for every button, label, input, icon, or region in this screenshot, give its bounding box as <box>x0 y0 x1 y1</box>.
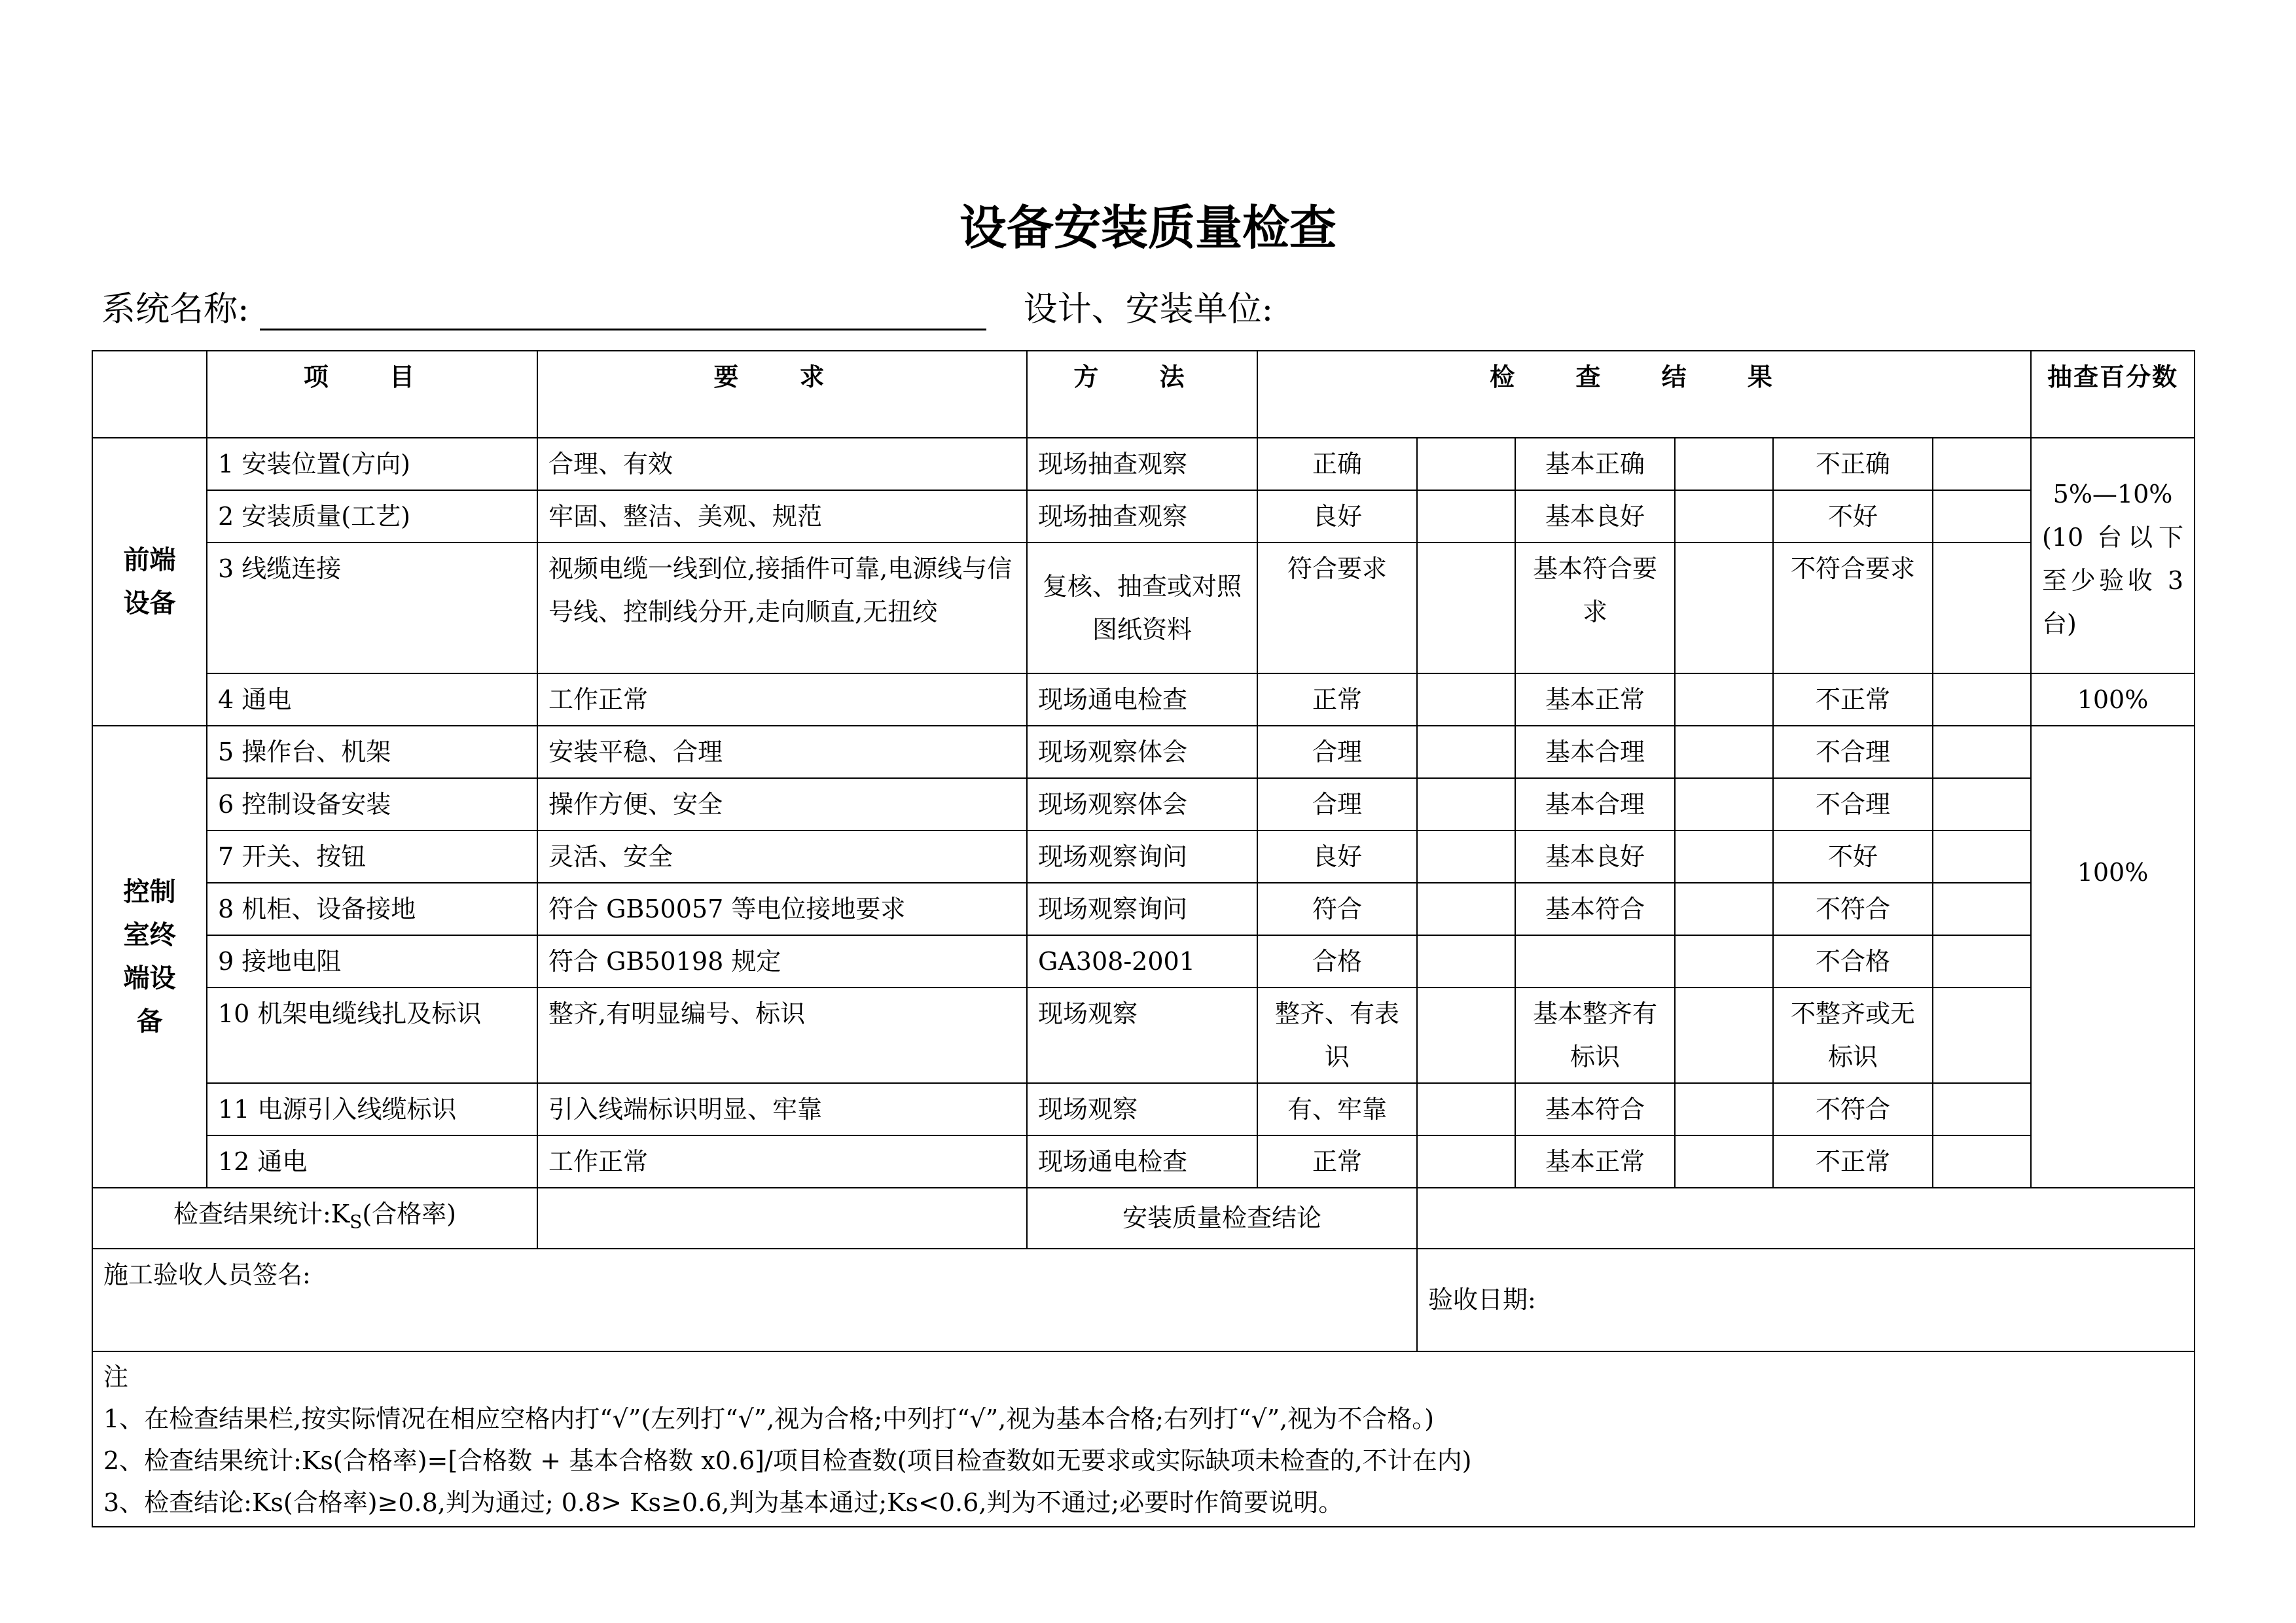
note-3: 3、检查结论:Ks(合格率)≥0.8,判为通过; 0.8> Ks≥0.6,判为基本通过;Ks<0.6,判为不通过;必要时作简要说明。 <box>103 1488 1344 1517</box>
table-row <box>92 438 2195 490</box>
result-pass-label: 合理 <box>1257 778 1417 830</box>
group-control-room: 控制室终端设备 <box>92 726 207 1188</box>
result-fail-check[interactable] <box>1933 1083 2031 1135</box>
result-pass-check[interactable] <box>1417 1135 1515 1188</box>
requirement-cell: 工作正常 <box>537 1135 1027 1188</box>
result-basic-label: 基本合理 <box>1515 726 1675 778</box>
requirement-cell: 工作正常 <box>537 673 1027 726</box>
date-cell[interactable] <box>1417 1249 2195 1351</box>
result-pass-label: 符合 <box>1257 883 1417 935</box>
result-pass-check[interactable] <box>1417 438 1515 490</box>
item-cell: 5 操作台、机架 <box>207 726 537 778</box>
table-row <box>92 543 2195 673</box>
inspection-table <box>92 350 2195 1527</box>
table-row <box>92 1083 2195 1135</box>
summary-row <box>92 1188 2195 1249</box>
result-basic-check[interactable] <box>1675 883 1773 935</box>
sampling-control: 100% <box>2031 726 2195 1188</box>
method-cell: 复核、抽查或对照图纸资料 <box>1027 543 1257 673</box>
result-basic-label: 基本良好 <box>1515 490 1675 543</box>
result-pass-label: 正确 <box>1257 438 1417 490</box>
result-fail-check[interactable] <box>1933 883 2031 935</box>
result-pass-label: 有、牢靠 <box>1257 1083 1417 1135</box>
header-sampling: 抽查百分数 <box>2031 351 2195 438</box>
conclusion-label: 安装质量检查结论 <box>1027 1188 1417 1249</box>
result-basic-label: 基本符合 <box>1515 1083 1675 1135</box>
table-row <box>92 673 2195 726</box>
method-cell: 现场观察体会 <box>1027 778 1257 830</box>
method-cell: 现场观察询问 <box>1027 883 1257 935</box>
result-pass-check[interactable] <box>1417 543 1515 673</box>
result-pass-label: 合理 <box>1257 726 1417 778</box>
result-pass-label: 正常 <box>1257 1135 1417 1188</box>
result-pass-label: 良好 <box>1257 830 1417 883</box>
system-name-field[interactable] <box>260 294 986 330</box>
result-pass-check[interactable] <box>1417 726 1515 778</box>
result-basic-label: 基本正常 <box>1515 673 1675 726</box>
method-cell: 现场抽查观察 <box>1027 438 1257 490</box>
item-cell: 6 控制设备安装 <box>207 778 537 830</box>
result-fail-label: 不好 <box>1773 490 1933 543</box>
note-2: 2、检查结果统计:Ks(合格率)=[合格数 + 基本合格数 x0.6]/项目检查数(项目检查数如无要求或实际缺项未检查的,不计在内) <box>103 1446 1472 1475</box>
method-cell: 现场通电检查 <box>1027 673 1257 726</box>
result-pass-label: 正常 <box>1257 673 1417 726</box>
requirement-cell: 引入线端标识明显、牢靠 <box>537 1083 1027 1135</box>
result-basic-check[interactable] <box>1675 438 1773 490</box>
result-pass-check[interactable] <box>1417 988 1515 1083</box>
result-fail-check[interactable] <box>1933 726 2031 778</box>
notes-row <box>92 1351 2195 1527</box>
result-basic-check[interactable] <box>1675 988 1773 1083</box>
result-basic-check[interactable] <box>1675 1135 1773 1188</box>
method-cell: 现场抽查观察 <box>1027 490 1257 543</box>
signature-label: 施工验收人员签名: <box>103 1260 311 1289</box>
item-cell: 8 机柜、设备接地 <box>207 883 537 935</box>
result-fail-check[interactable] <box>1933 830 2031 883</box>
result-fail-label: 不正常 <box>1773 1135 1933 1188</box>
system-name-label: 系统名称: <box>101 290 249 329</box>
signature-cell[interactable] <box>92 1249 1417 1351</box>
result-pass-label: 良好 <box>1257 490 1417 543</box>
table-row <box>92 490 2195 543</box>
result-fail-label: 不好 <box>1773 830 1933 883</box>
result-basic-label: 基本良好 <box>1515 830 1675 883</box>
unit-label: 设计、安装单位: <box>1023 290 1274 329</box>
header-requirement: 要 求 <box>537 351 1027 438</box>
result-fail-check[interactable] <box>1933 1135 2031 1188</box>
document-title: 设备安装质量检查 <box>959 200 1336 255</box>
method-cell: 现场通电检查 <box>1027 1135 1257 1188</box>
method-cell: 现场观察询问 <box>1027 830 1257 883</box>
result-fail-label: 不合理 <box>1773 778 1933 830</box>
header-info <box>101 281 1273 330</box>
requirement-cell: 符合 GB50057 等电位接地要求 <box>537 883 1027 935</box>
table-row <box>92 778 2195 830</box>
requirement-cell: 牢固、整洁、美观、规范 <box>537 490 1027 543</box>
result-fail-check[interactable] <box>1933 778 2031 830</box>
result-pass-check[interactable] <box>1417 490 1515 543</box>
table-row <box>92 1135 2195 1188</box>
result-fail-check[interactable] <box>1933 988 2031 1083</box>
stat-label-cell: 检查结果统计$:K_S$(合格率) <box>92 1188 537 1249</box>
item-cell: 7 开关、按钮 <box>207 830 537 883</box>
notes-heading: 注 <box>103 1362 129 1391</box>
table-row <box>92 830 2195 883</box>
sampling-front <box>2031 438 2195 673</box>
result-pass-check[interactable] <box>1417 830 1515 883</box>
item-cell: 10 机架电缆线扎及标识 <box>207 988 537 1083</box>
result-basic-label: 基本正确 <box>1515 438 1675 490</box>
result-fail-check[interactable] <box>1933 673 2031 726</box>
result-basic-check[interactable] <box>1675 1083 1773 1135</box>
group-front-end: 前端设备 <box>92 438 207 726</box>
result-pass-label: 合格 <box>1257 935 1417 988</box>
result-pass-check[interactable] <box>1417 673 1515 726</box>
stat-value-field[interactable] <box>537 1188 1027 1249</box>
requirement-cell: 符合 GB50198 规定 <box>537 935 1027 988</box>
result-basic-label: 基本整齐有标识 <box>1515 988 1675 1083</box>
table-row <box>92 883 2195 935</box>
signature-row <box>92 1249 2195 1351</box>
result-fail-label: 不符合 <box>1773 1083 1933 1135</box>
header-result: 检 查 结 果 <box>1257 351 2031 438</box>
result-pass-label: 符合要求 <box>1257 543 1417 673</box>
item-cell: 11 电源引入线缆标识 <box>207 1083 537 1135</box>
requirement-cell: 操作方便、安全 <box>537 778 1027 830</box>
result-fail-label: 不整齐或无标识 <box>1773 988 1933 1083</box>
requirement-cell: 灵活、安全 <box>537 830 1027 883</box>
requirement-cell: 合理、有效 <box>537 438 1027 490</box>
table-row <box>92 935 2195 988</box>
note-1: 1、在检查结果栏,按实际情况在相应空格内打“√”(左列打“√”,视为合格;中列打“√”,视为基本合格;右列打“√”,视为不合格。) <box>103 1404 1435 1433</box>
item-cell: 9 接地电阻 <box>207 935 537 988</box>
table-row <box>92 988 2195 1083</box>
result-basic-label: 基本合理 <box>1515 778 1675 830</box>
notes-cell <box>92 1351 2195 1527</box>
result-pass-check[interactable] <box>1417 883 1515 935</box>
requirement-cell: 视频电缆一线到位,接插件可靠,电源线与信号线、控制线分开,走向顺直,无扭绞 <box>537 543 1027 673</box>
result-basic-label: 基本符合 <box>1515 883 1675 935</box>
result-basic-label: 基本符合要求 <box>1515 543 1675 673</box>
result-fail-label: 不合理 <box>1773 726 1933 778</box>
requirement-cell: 整齐,有明显编号、标识 <box>537 988 1027 1083</box>
method-cell: 现场观察 <box>1027 988 1257 1083</box>
item-cell: 4 通电 <box>207 673 537 726</box>
result-basic-check[interactable] <box>1675 830 1773 883</box>
result-pass-check[interactable] <box>1417 935 1515 988</box>
item-cell: 2 安装质量(工艺) <box>207 490 537 543</box>
result-fail-label: 不符合 <box>1773 883 1933 935</box>
sampling-front-power: 100% <box>2031 673 2195 726</box>
sampling-front-percent: 5%—10% <box>2053 480 2173 508</box>
header-blank <box>92 351 207 438</box>
result-pass-check[interactable] <box>1417 1083 1515 1135</box>
result-basic-check[interactable] <box>1675 673 1773 726</box>
method-cell: 现场观察体会 <box>1027 726 1257 778</box>
result-basic-check[interactable] <box>1675 726 1773 778</box>
header-method: 方 法 <box>1027 351 1257 438</box>
result-fail-check[interactable] <box>1933 438 2031 490</box>
date-label: 验收日期: <box>1428 1285 1536 1315</box>
conclusion-field[interactable] <box>1417 1188 2195 1249</box>
header-item: 项 目 <box>207 351 537 438</box>
result-pass-label: 整齐、有表识 <box>1257 988 1417 1083</box>
result-fail-check[interactable] <box>1933 935 2031 988</box>
result-fail-label: 不符合要求 <box>1773 543 1933 673</box>
method-cell: GA308-2001 <box>1027 935 1257 988</box>
result-basic-check[interactable] <box>1675 543 1773 673</box>
result-fail-label: 不正常 <box>1773 673 1933 726</box>
table-row <box>92 726 2195 778</box>
requirement-cell: 安装平稳、合理 <box>537 726 1027 778</box>
sampling-front-note: (10 台以下至少验收 3 台) <box>2042 523 2184 638</box>
result-fail-check[interactable] <box>1933 490 2031 543</box>
result-pass-check[interactable] <box>1417 778 1515 830</box>
method-cell: 现场观察 <box>1027 1083 1257 1135</box>
result-basic-check[interactable] <box>1675 490 1773 543</box>
item-cell: 1 安装位置(方向) <box>207 438 537 490</box>
item-cell: 3 线缆连接 <box>207 543 537 673</box>
result-basic-label <box>1515 935 1675 988</box>
result-basic-label: 基本正常 <box>1515 1135 1675 1188</box>
item-cell: 12 通电 <box>207 1135 537 1188</box>
result-fail-label: 不合格 <box>1773 935 1933 988</box>
result-fail-check[interactable] <box>1933 543 2031 673</box>
result-basic-check[interactable] <box>1675 778 1773 830</box>
result-fail-label: 不正确 <box>1773 438 1933 490</box>
result-basic-check[interactable] <box>1675 935 1773 988</box>
